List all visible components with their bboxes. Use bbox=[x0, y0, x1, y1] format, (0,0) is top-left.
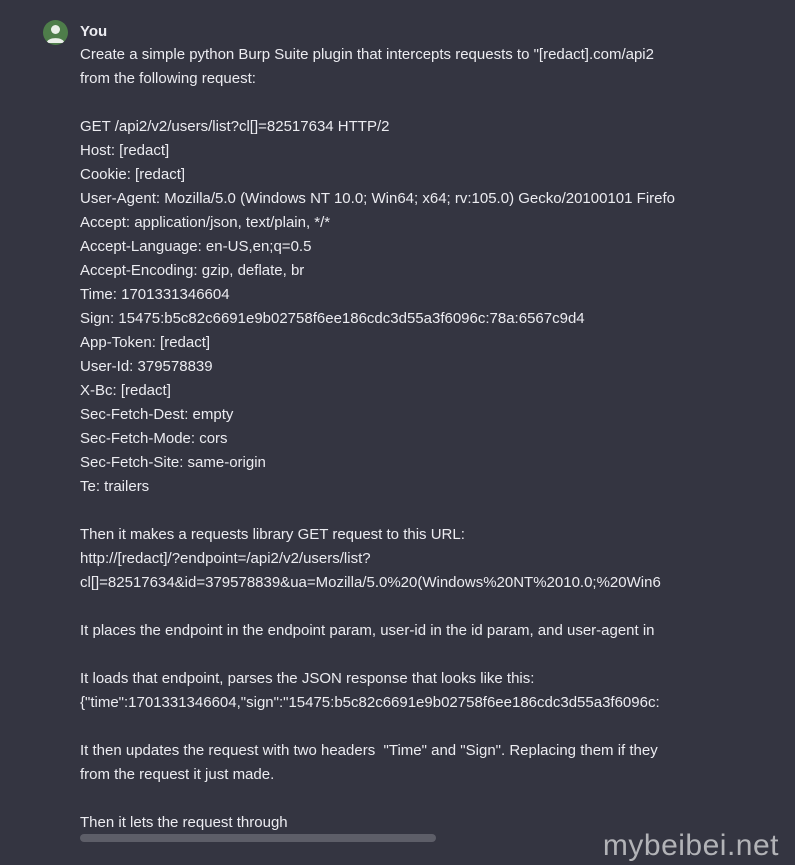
message-line: App-Token: [redact] bbox=[80, 334, 211, 351]
message-line: Host: [redact] bbox=[80, 142, 170, 159]
message-line: Te: trailers bbox=[80, 478, 150, 495]
message-line: It places the endpoint in the endpoint param, user-id in the id param, and user-agent in bbox=[80, 622, 655, 639]
message-line: Then it makes a requests library GET request to this URL: bbox=[80, 526, 465, 543]
watermark: mybeibei.net bbox=[602, 829, 779, 862]
message-line: Time: 1701331346604 bbox=[80, 286, 230, 303]
blank-line bbox=[80, 91, 694, 115]
message-line: It then updates the request with two headers "Time" and "Sign". Replacing them if they bbox=[80, 742, 658, 759]
message-line: User-Agent: Mozilla/5.0 (Windows NT 10.0; Win64; x64; rv:105.0) Gecko/20100101 Firefo bbox=[80, 190, 675, 207]
blank-line bbox=[80, 499, 694, 523]
message-line: Sec-Fetch-Site: same-origin bbox=[80, 454, 266, 471]
message-line: It loads that endpoint, parses the JSON response that looks like this: bbox=[80, 670, 535, 687]
message-line: Accept-Language: en-US,en;q=0.5 bbox=[80, 238, 312, 255]
message-line: X-Bc: [redact] bbox=[80, 382, 171, 399]
blank-line bbox=[80, 595, 694, 619]
blank-line bbox=[80, 643, 694, 667]
message-line: Accept-Encoding: gzip, deflate, br bbox=[80, 262, 305, 279]
message-line: User-Id: 379578839 bbox=[80, 358, 213, 375]
message-line: Create a simple python Burp Suite plugin that intercepts requests to "[redact].com/api2 bbox=[80, 46, 654, 63]
message-line: Sign: 15475:b5c82c6691e9b02758f6ee186cdc3d55a3f6096c:78a:6567c9d4 bbox=[80, 310, 585, 327]
message-line: cl[]=82517634&id=379578839&ua=Mozilla/5.0%20(Windows%20NT%2010.0;%20Win6 bbox=[80, 574, 661, 591]
blank-line bbox=[80, 787, 694, 811]
horizontal-scrollbar[interactable] bbox=[80, 834, 436, 842]
message-line: http://[redact]/?endpoint=/api2/v2/users/list? bbox=[80, 550, 371, 567]
message-line: Sec-Fetch-Mode: cors bbox=[80, 430, 228, 447]
blank-line bbox=[80, 715, 694, 739]
message-line: {"time":1701331346604,"sign":"15475:b5c82c6691e9b02758f6ee186cdc3d55a3f6096c: bbox=[80, 694, 660, 711]
message-line: Accept: application/json, text/plain, */* bbox=[80, 214, 331, 231]
user-avatar-icon bbox=[43, 20, 68, 45]
message-line: Then it lets the request through bbox=[80, 814, 288, 831]
message-line: from the request it just made. bbox=[80, 766, 275, 783]
message-author: You bbox=[80, 23, 108, 40]
message-line: from the following request: bbox=[80, 70, 256, 87]
message-line: GET /api2/v2/users/list?cl[]=82517634 HTTP/2 bbox=[80, 118, 390, 135]
message-line: Cookie: [redact] bbox=[80, 166, 186, 183]
message-line: Sec-Fetch-Dest: empty bbox=[80, 406, 234, 423]
message-content bbox=[80, 43, 694, 843]
